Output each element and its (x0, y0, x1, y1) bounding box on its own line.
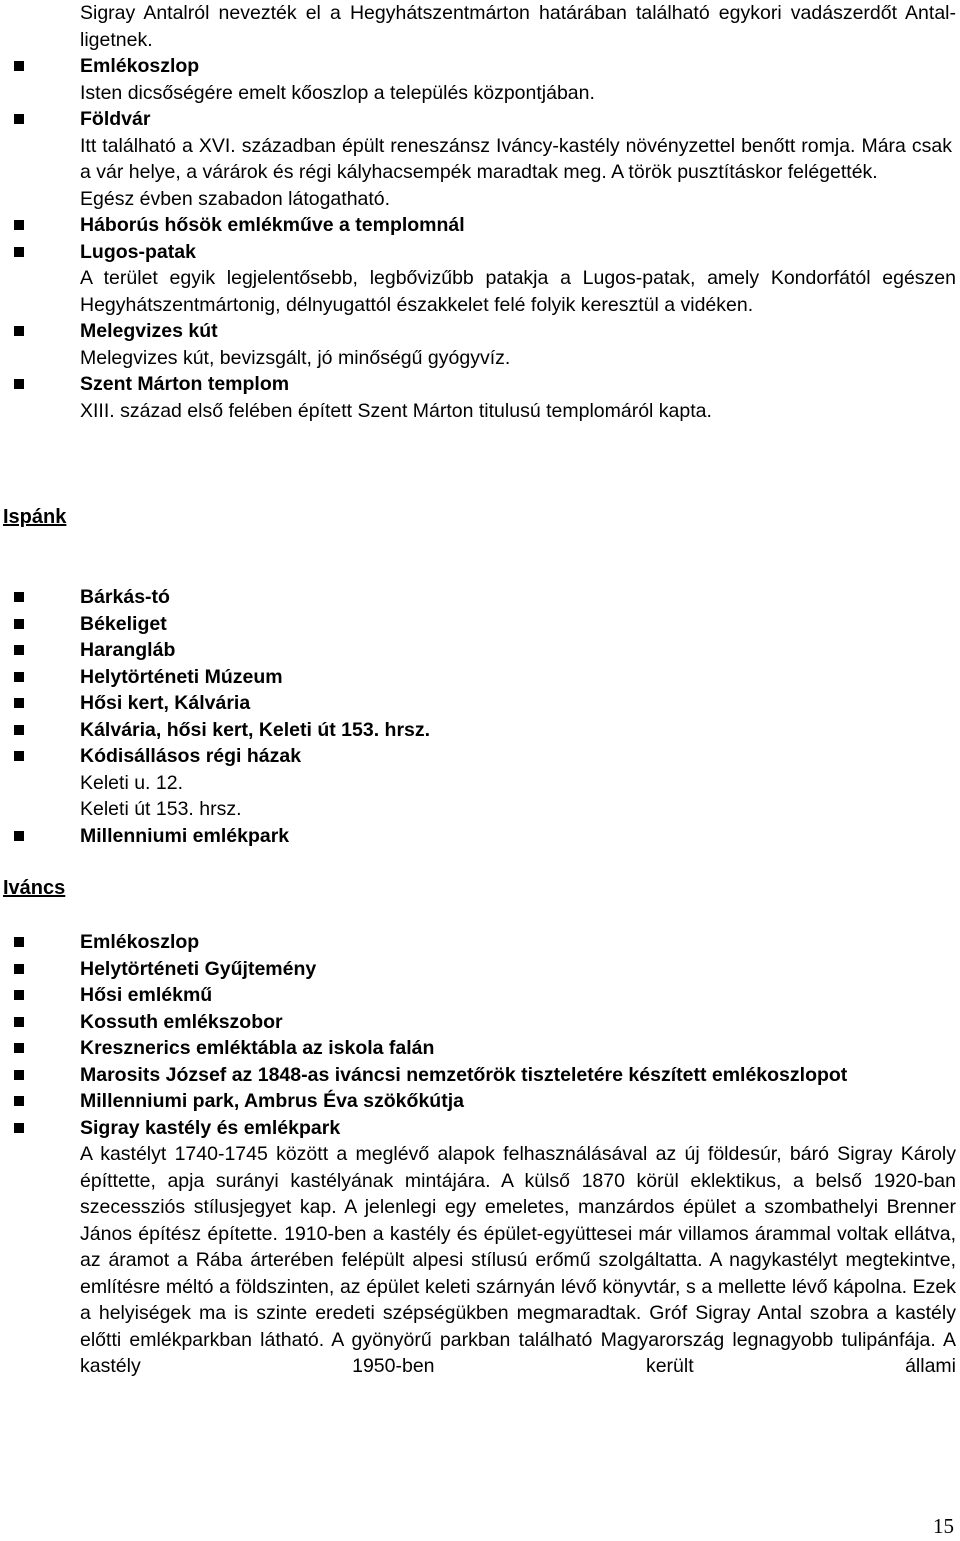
square-bullet-icon (14, 645, 24, 655)
list-item (0, 371, 960, 424)
square-bullet-icon (14, 725, 24, 735)
item-text: A kastélyt 1740-1745 között a meglévő alapok felhasználásával az új földesúr, báró Sigray Károly építtette, apja surányi kastélyának mintájára. A külső 1870 körül eklektikus, a belső 1920-ban szecessziós stílusjegyet kap. A jelenlegi egy emeletes, manzárdos épület a szombathelyi Brenner János építész építette. 1910-ben a kastély és épület-együttesei már villamos árammal voltak ellátva, az áramot a Rába árterében felépült alpesi stílusú erőmű szolgáltatta. A nagykastélyt megtekintve, említésre méltó a földszinten, az épület keleti szárnyán lévő könyvtár, s a mellette lévő kápolna. Ezek a helyiségek ma is szinte eredeti szépségükben megmaradtak. Gróf Sigray Antal szobra a kastély előtti emlékparkban látható. A gyönyörű parkban található Magyarország legnagyobb tulipánfája. A kastély 1950-ben került állami (80, 1143, 956, 1377)
list-item (0, 106, 960, 212)
square-bullet-icon (14, 831, 24, 841)
list-item (0, 1115, 960, 1380)
square-bullet-icon (14, 1096, 24, 1106)
list-item (0, 929, 960, 956)
square-bullet-icon (14, 937, 24, 947)
item-title: Helytörténeti Gyűjtemény (80, 957, 317, 980)
list-item (0, 53, 960, 106)
square-bullet-icon (14, 990, 24, 1000)
list-item (0, 318, 960, 371)
square-bullet-icon (14, 61, 24, 71)
item-title: Helytörténeti Múzeum (80, 665, 283, 688)
item-title: Emlékoszlop (80, 931, 200, 953)
section-heading-ispank: Ispánk (3, 506, 67, 528)
square-bullet-icon (14, 698, 24, 708)
item-title: Szent Márton templom (80, 373, 290, 395)
section-ispank (0, 584, 960, 849)
item-text: Keleti u. 12. (80, 771, 183, 794)
list-item (0, 1062, 960, 1089)
square-bullet-icon (14, 326, 24, 336)
list-item (0, 717, 960, 744)
item-title: Kódisállásos régi házak (80, 745, 302, 767)
square-bullet-icon (14, 1017, 24, 1027)
item-title-text: Marosits József az 1848-as iváncsi nemzetőrök tiszteletére készített emlékoszlopot (80, 1063, 848, 1086)
item-title: Harangláb (80, 639, 176, 661)
section-ivanc (0, 929, 960, 1380)
section-heading-ivanc: Iváncs (3, 877, 66, 899)
list-item (0, 584, 960, 611)
item-title: Emlékoszlop (80, 55, 200, 77)
item-text: Itt található a XVI. században épült reneszánsz Iváncy-kastély növényzettel benőtt romja. Mára csak a vár helye, a várárok és régi kályhacsempék maradtak meg. A török pusztításkor felégették. (80, 134, 952, 183)
item-title: Millenniumi park, Ambrus Éva szökőkútja (80, 1090, 464, 1112)
item-title: Békeliget (80, 612, 167, 635)
item-title: Hősi kert, Kálvária (80, 692, 251, 714)
item-text: Melegvizes kút, bevizsgált, jó minőségű gyógyvíz. (80, 346, 511, 369)
square-bullet-icon (14, 619, 24, 629)
square-bullet-icon (14, 114, 24, 124)
list-item (0, 1009, 960, 1036)
list-item (0, 664, 960, 691)
list-item (0, 1088, 960, 1115)
item-title: Lugos-patak (80, 240, 196, 263)
item-title: Millenniumi emlékpark (80, 824, 290, 847)
intro-paragraph: Sigray Antalról nevezték el a Hegyhátszentmárton határában található egykori vadászerdőt Antal-ligetnek. (80, 2, 956, 51)
square-bullet-icon (14, 964, 24, 974)
list-item (0, 637, 960, 664)
item-title: Melegvizes kút (80, 320, 218, 342)
item-title: Háborús hősök emlékműve a templomnál (80, 214, 465, 236)
item-text: A terület egyik legjelentősebb, legbővizűbb patakja a Lugos-patak, amely Kondorfától egészen Hegyhátszentmártonig, délnyugattól északkelet felé folyik keresztül a vidéken. (80, 267, 956, 316)
square-bullet-icon (14, 1043, 24, 1053)
item-title: Hősi emlékmű (80, 984, 213, 1006)
square-bullet-icon (14, 379, 24, 389)
item-title: Kálvária, hősi kert, Keleti út 153. hrsz. (80, 718, 431, 741)
item-text-2: Keleti út 153. hrsz. (80, 798, 242, 820)
list-item (0, 956, 960, 983)
square-bullet-icon (14, 247, 24, 257)
item-title: Bárkás-tó (80, 586, 170, 608)
list-item (0, 212, 960, 239)
list-item (0, 823, 960, 850)
item-title: Földvár (80, 108, 151, 130)
list-item (0, 743, 960, 823)
section-hegyhatszentmarton (0, 0, 960, 424)
list-item (0, 690, 960, 717)
item-text: Isten dicsőségére emelt kőoszlop a település központjában. (80, 81, 595, 104)
square-bullet-icon (14, 220, 24, 230)
item-title: Sigray kastély és emlékpark (80, 1116, 341, 1139)
square-bullet-icon (14, 672, 24, 682)
item-title (80, 1062, 956, 1089)
square-bullet-icon (14, 1070, 24, 1080)
list-item (0, 982, 960, 1009)
list-item (0, 611, 960, 638)
item-title: Kossuth emlékszobor (80, 1010, 283, 1033)
square-bullet-icon (14, 751, 24, 761)
page-number: 15 (933, 1514, 954, 1538)
square-bullet-icon (14, 1123, 24, 1133)
item-text: XIII. század első felében épített Szent Márton titulusú templomáról kapta. (80, 399, 712, 422)
list-item (0, 1035, 960, 1062)
item-text-2: Egész évben szabadon látogatható. (80, 187, 391, 210)
item-title: Kresznerics emléktábla az iskola falán (80, 1037, 435, 1059)
list-item (0, 239, 960, 319)
square-bullet-icon (14, 592, 24, 602)
